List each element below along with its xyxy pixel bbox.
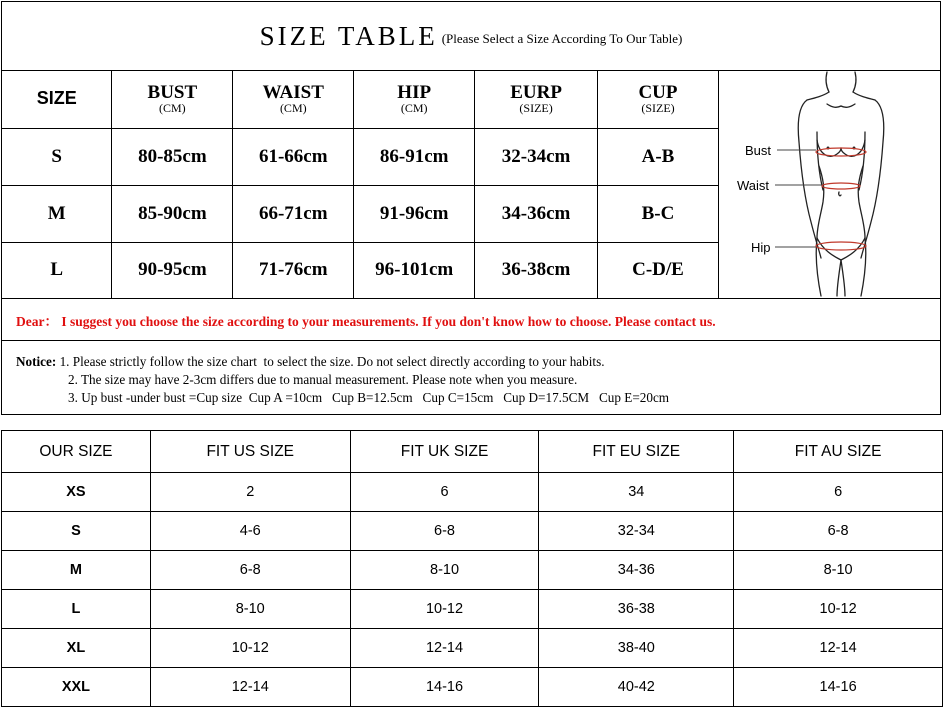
- eu-size-cell: 38-40: [539, 629, 734, 668]
- bust-cell: 85-90cm: [112, 185, 233, 242]
- header-size: SIZE: [2, 70, 112, 128]
- size-table-panel: [1, 1, 941, 415]
- uk-size-cell: 10-12: [350, 590, 539, 629]
- hip-cell: 96-101cm: [354, 242, 475, 298]
- notice-label: Notice:: [16, 354, 57, 369]
- cup-cell: B-C: [598, 185, 719, 242]
- table-row: [2, 629, 943, 668]
- header-hip: HIP (CM): [354, 70, 475, 128]
- au-size-cell: 6-8: [734, 512, 943, 551]
- notice-block: [16, 353, 936, 407]
- our-size-cell: S: [2, 512, 151, 551]
- header-us-size: FIT US SIZE: [150, 431, 350, 473]
- us-size-cell: 10-12: [150, 629, 350, 668]
- size-cell: L: [2, 242, 112, 298]
- size-cell: M: [2, 185, 112, 242]
- uk-size-cell: 14-16: [350, 668, 539, 707]
- uk-size-cell: 8-10: [350, 551, 539, 590]
- us-size-cell: 6-8: [150, 551, 350, 590]
- body-silhouette-icon: [719, 70, 940, 298]
- au-size-cell: 12-14: [734, 629, 943, 668]
- header-uk-size: FIT UK SIZE: [350, 431, 539, 473]
- hip-cell: 86-91cm: [354, 128, 475, 185]
- au-size-cell: 10-12: [734, 590, 943, 629]
- body-measurement-figure: [718, 70, 940, 299]
- bust-cell: 80-85cm: [112, 128, 233, 185]
- our-size-cell: XS: [2, 473, 151, 512]
- header-au-size: FIT AU SIZE: [734, 431, 943, 473]
- eurp-cell: 36-38cm: [475, 242, 598, 298]
- us-size-cell: 2: [150, 473, 350, 512]
- au-size-cell: 6: [734, 473, 943, 512]
- header-eurp: EURP (SIZE): [475, 70, 598, 128]
- notice-line-1: Notice: 1. Please strictly follow the size chart to select the size. Do not select directly according to your habits.: [16, 354, 605, 369]
- size-measurement-table: [2, 70, 940, 299]
- au-size-cell: 8-10: [734, 551, 943, 590]
- notice-line-3: 3. Up bust -under bust =Cup size Cup A =10cm Cup B=12.5cm Cup C=15cm Cup D=17.5CM Cup E=20cm: [68, 390, 670, 405]
- table-row: [2, 668, 943, 707]
- uk-size-cell: 6: [350, 473, 539, 512]
- eurp-cell: 34-36cm: [475, 185, 598, 242]
- eu-size-cell: 36-38: [539, 590, 734, 629]
- table-row: [2, 590, 943, 629]
- waist-cell: 61-66cm: [233, 128, 354, 185]
- hip-cell: 91-96cm: [354, 185, 475, 242]
- cup-cell: A-B: [598, 128, 719, 185]
- dear-message: Dear： I suggest you choose the size according to your measurements. If you don't know how to choose. Please contact us.: [2, 298, 940, 341]
- notice-line-2: 2. The size may have 2-3cm differs due to manual measurement. Please note when you measure.: [68, 372, 578, 387]
- eurp-cell: 32-34cm: [475, 128, 598, 185]
- waist-label: Waist: [736, 178, 769, 193]
- us-size-cell: 8-10: [150, 590, 350, 629]
- title-row: [2, 2, 940, 71]
- uk-size-cell: 6-8: [350, 512, 539, 551]
- waist-cell: 66-71cm: [233, 185, 354, 242]
- header-bust: BUST (CM): [112, 70, 233, 128]
- our-size-cell: M: [2, 551, 151, 590]
- our-size-cell: L: [2, 590, 151, 629]
- eu-size-cell: 40-42: [539, 668, 734, 707]
- bust-label: Bust: [744, 143, 771, 158]
- header-waist: WAIST (CM): [233, 70, 354, 128]
- header-eu-size: FIT EU SIZE: [539, 431, 734, 473]
- au-size-cell: 14-16: [734, 668, 943, 707]
- eu-size-cell: 34: [539, 473, 734, 512]
- table-row: [2, 551, 943, 590]
- page-title: SIZE TABLE: [259, 20, 438, 51]
- header-cup: CUP (SIZE): [598, 70, 719, 128]
- waist-cell: 71-76cm: [233, 242, 354, 298]
- eu-size-cell: 34-36: [539, 551, 734, 590]
- our-size-cell: XL: [2, 629, 151, 668]
- us-size-cell: 12-14: [150, 668, 350, 707]
- eu-size-cell: 32-34: [539, 512, 734, 551]
- our-size-cell: XXL: [2, 668, 151, 707]
- table-row: [2, 512, 943, 551]
- us-size-cell: 4-6: [150, 512, 350, 551]
- size-cell: S: [2, 128, 112, 185]
- uk-size-cell: 12-14: [350, 629, 539, 668]
- size-conversion-table: [1, 430, 943, 707]
- header-our-size: OUR SIZE: [2, 431, 151, 473]
- table-header-row: [2, 70, 940, 128]
- conversion-header-row: [2, 431, 943, 473]
- page-subtitle: (Please Select a Size According To Our Table): [441, 31, 683, 46]
- table-row: [2, 473, 943, 512]
- hip-label: Hip: [750, 240, 771, 255]
- bust-cell: 90-95cm: [112, 242, 233, 298]
- cup-cell: C-D/E: [598, 242, 719, 298]
